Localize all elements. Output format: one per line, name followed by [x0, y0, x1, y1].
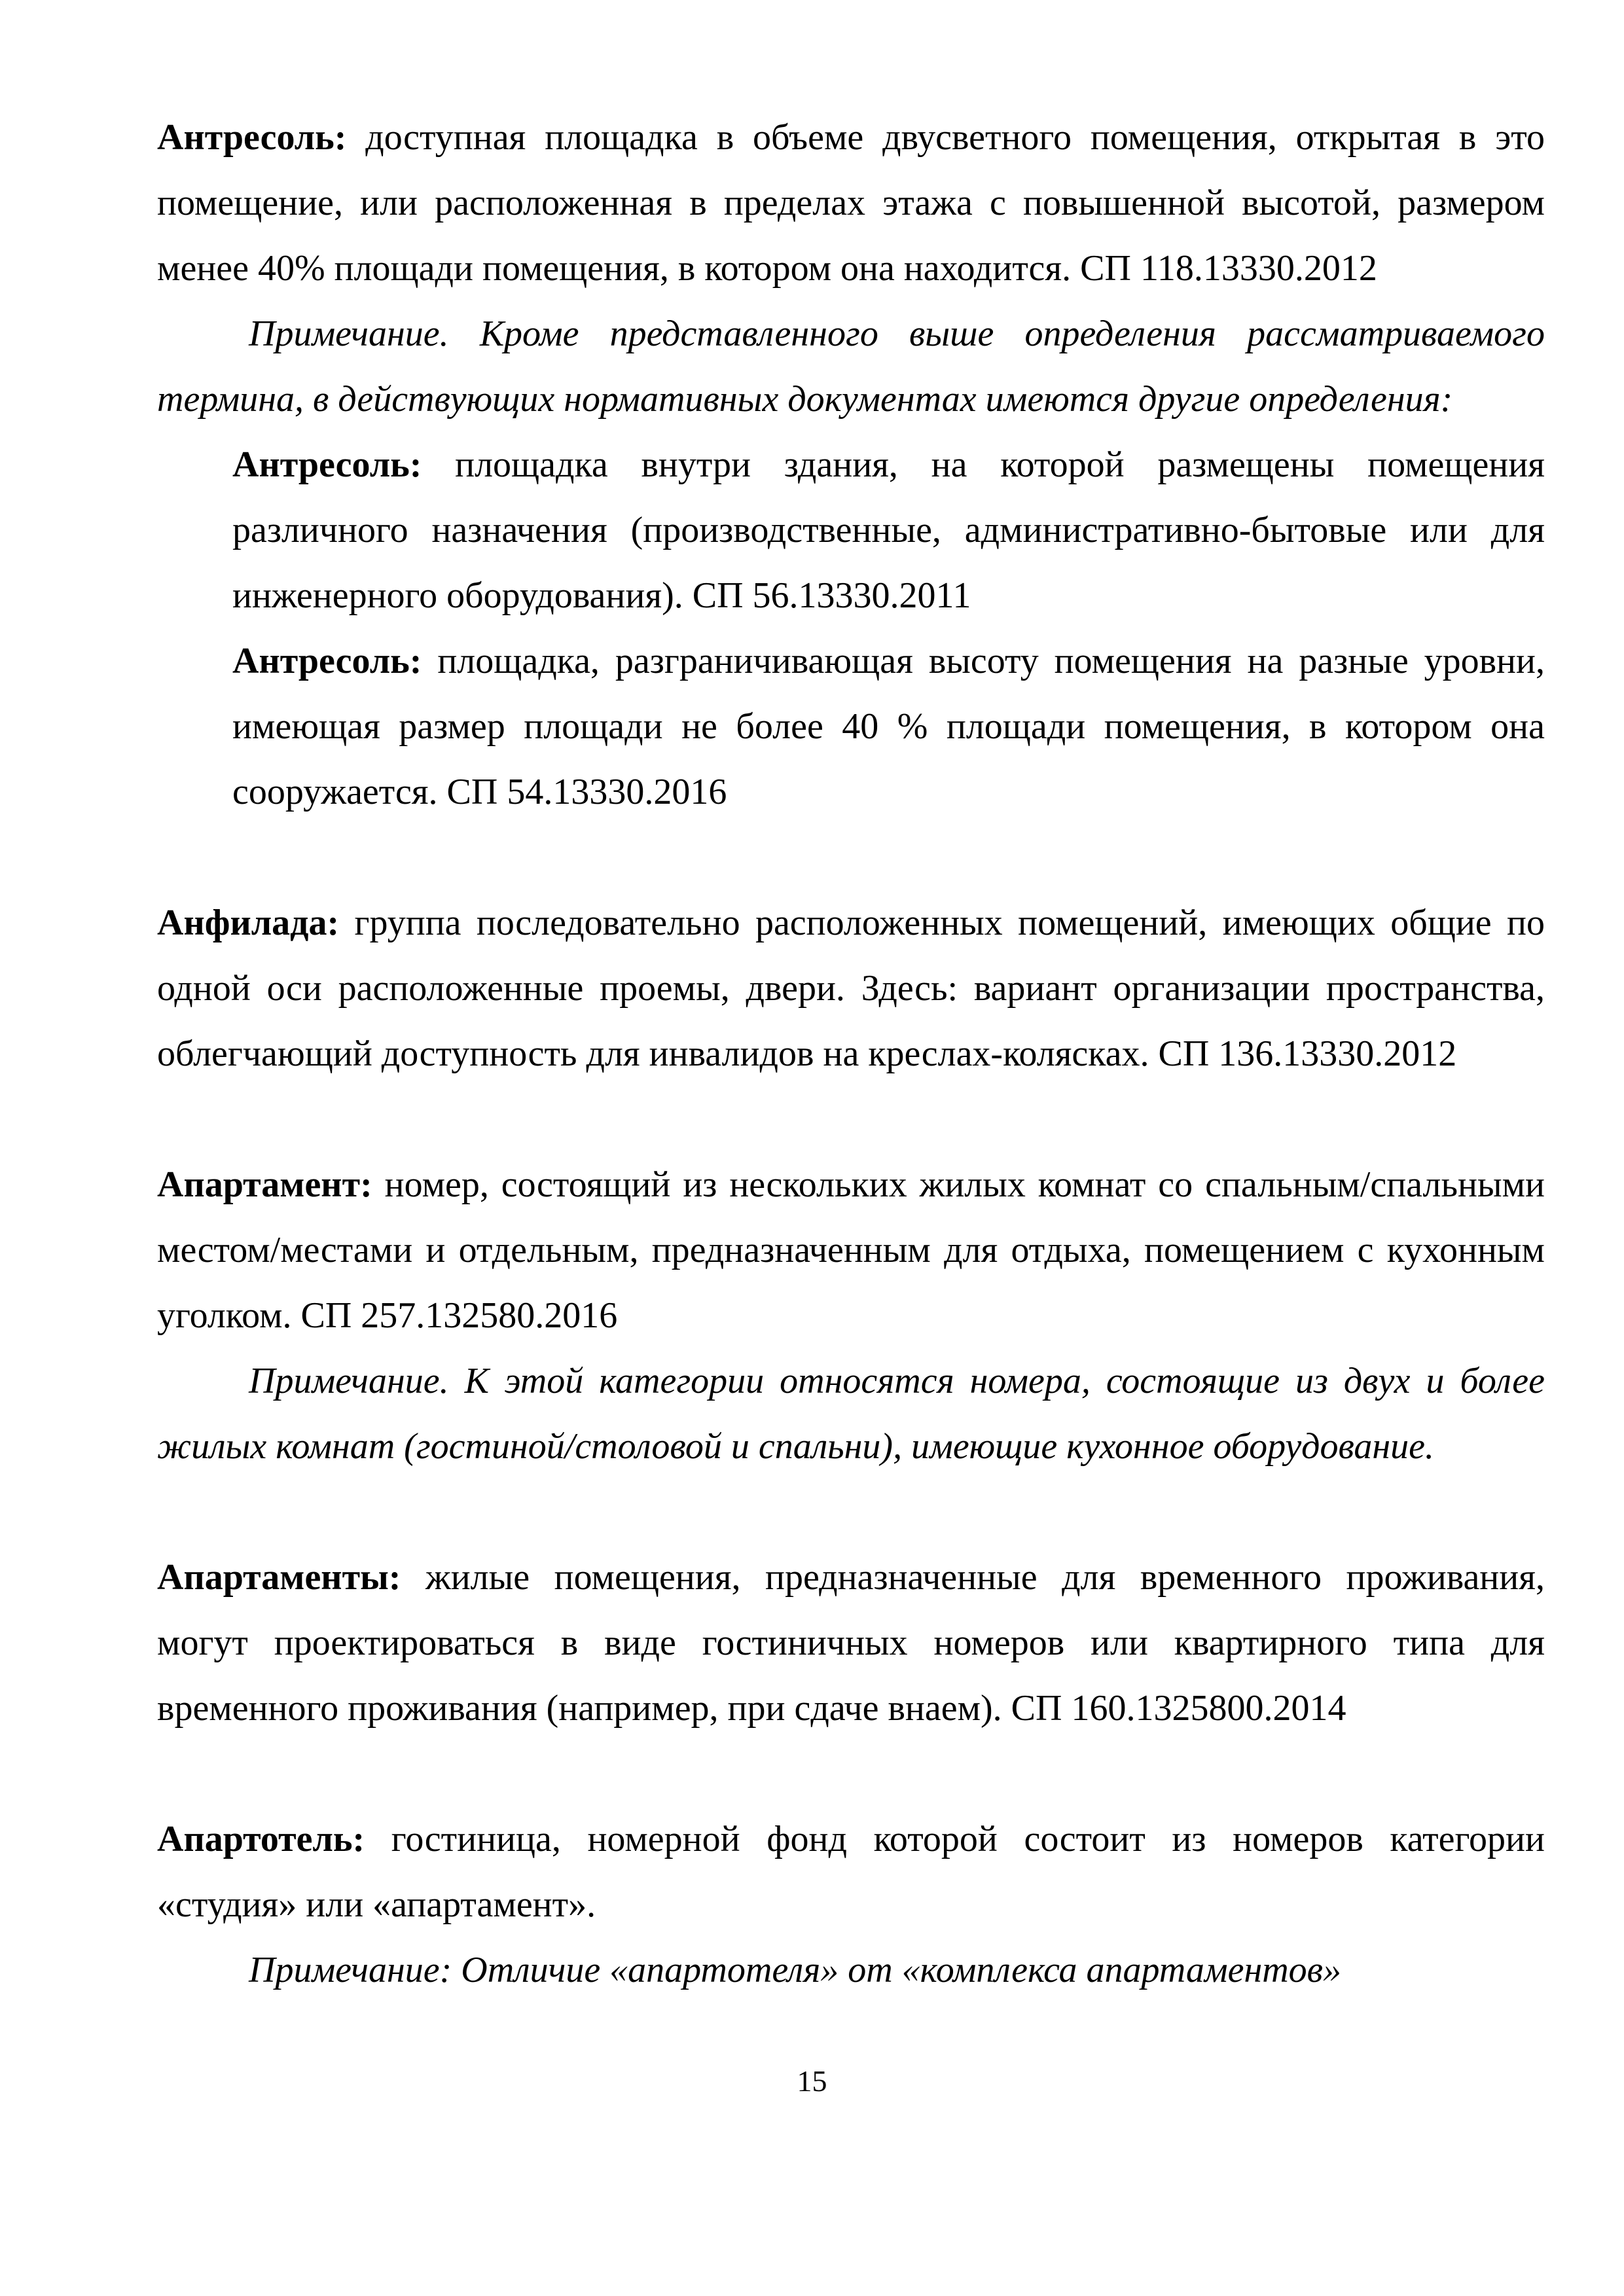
definition-antresol-alt-2: площадка, разграничивающая высоту помещения на разные уровни, имеющая размер площади не более 40 % площади помещения, в котором она сооружается. СП 54.13330.2016: [232, 641, 1545, 812]
note-aparthotel: Примечание: Отличие «апартотеля» от «комплекса апартаментов»: [249, 1950, 1341, 1990]
note-antresol: Примечание. Кроме представленного выше определения рассматриваемого термина, в действующих нормативных документах имеются другие определения:: [157, 314, 1545, 420]
page-number: 15: [797, 2064, 827, 2098]
definition-anfilada: группа последовательно расположенных помещений, имеющих общие по одной оси расположенные проемы, двери. Здесь: вариант организации пространства, облегчающий доступность для инвалидов на креслах-колясках. СП 136.13330.2012: [157, 903, 1545, 1074]
definition-aparthotel: гостиница, номерной фонд которой состоит из номеров категории «студия» или «апартамент».: [157, 1819, 1545, 1925]
entry-apartamenty: [157, 1545, 1545, 1741]
definition-apartament: номер, состоящий из нескольких жилых комнат со спальным/спальными местом/местами и отдельным, предназначенным для отдыха, помещением с кухонным уголком. СП 257.132580.2016: [157, 1164, 1545, 1336]
term-antresol: Антресоль:: [157, 117, 347, 158]
document-body: [157, 105, 1545, 2003]
entry-antresol-alt-1: [232, 432, 1545, 628]
spacer: [157, 825, 1545, 890]
definition-antresol-alt-1: площадка внутри здания, на которой размещены помещения различного назначения (производственные, административно-бытовые или для инженерного оборудования). СП 56.13330.2011: [232, 444, 1545, 616]
term-apartament: Апартамент:: [157, 1164, 372, 1205]
term-anfilada: Анфилада:: [157, 903, 340, 943]
note-apartament: Примечание. К этой категории относятся номера, состоящие из двух и более жилых комнат (гостиной/столовой и спальни), имеющие кухонное оборудование.: [157, 1361, 1545, 1467]
term-antresol-alt-2: Антресоль:: [232, 641, 422, 681]
term-antresol-alt-1: Антресоль:: [232, 444, 422, 485]
term-aparthotel: Апартотель:: [157, 1819, 365, 1859]
spacer: [157, 1479, 1545, 1545]
spacer: [157, 1741, 1545, 1806]
spacer: [157, 1086, 1545, 1152]
definition-antresol: доступная площадка в объеме двусветного помещения, открытая в это помещение, или расположенная в пределах этажа с повышенной высотой, размером менее 40% площади помещения, в котором она находится. СП 118.13330.2012: [157, 117, 1545, 289]
definition-apartamenty: жилые помещения, предназначенные для временного проживания, могут проектироваться в виде гостиничных номеров или квартирного типа для временного проживания (например, при сдаче внаем). СП 160.1325800.2014: [157, 1557, 1545, 1729]
entry-antresol-alt-2: [232, 628, 1545, 825]
entry-anfilada: [157, 890, 1545, 1086]
entry-aparthotel: [157, 1806, 1545, 1937]
entry-antresol: [157, 105, 1545, 301]
entry-apartament: [157, 1152, 1545, 1348]
term-apartamenty: Апартаменты:: [157, 1557, 401, 1598]
